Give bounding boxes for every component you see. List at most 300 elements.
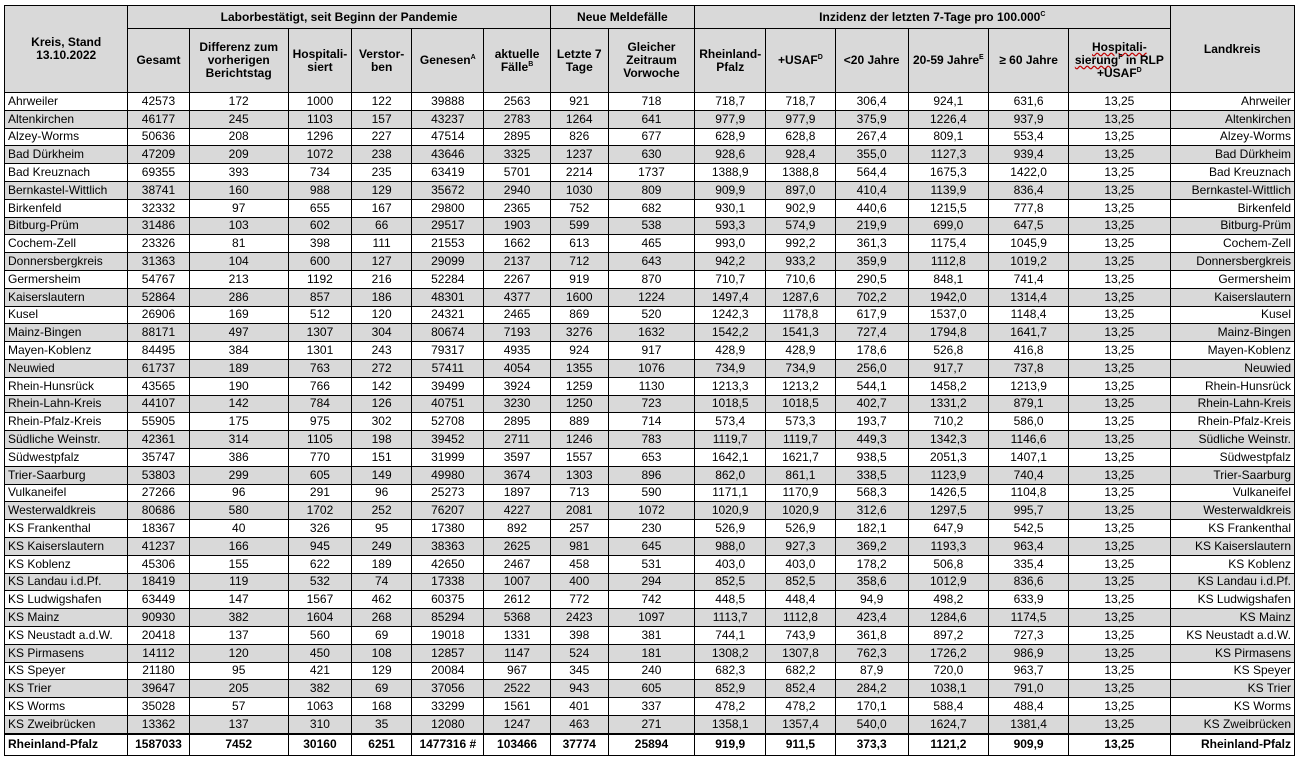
cell-differenz: 382 — [189, 609, 288, 627]
cell-hospitalisiert: 975 — [288, 413, 351, 431]
cell-landkreis: Rhein-Lahn-Kreis — [1170, 395, 1295, 413]
cell-gleicher: 1737 — [608, 164, 694, 182]
cell-letzte7: 1264 — [550, 110, 608, 128]
cell-hospitalisierung: 13,25 — [1069, 715, 1170, 733]
cell-rlp: 478,2 — [695, 698, 766, 716]
cell-kreis: Alzey-Worms — [5, 128, 128, 146]
cell-u20: 219,9 — [835, 217, 908, 235]
cell-letzte7: 257 — [550, 520, 608, 538]
cell-j2059: 1139,9 — [908, 181, 988, 199]
cell-letzte7: 398 — [550, 626, 608, 644]
table-row — [5, 146, 1295, 164]
cell-gesamt: 90930 — [128, 609, 189, 627]
cell-kreis: KS Ludwigshafen — [5, 591, 128, 609]
cell-j2059: 498,2 — [908, 591, 988, 609]
cell-kreis: KS Koblenz — [5, 555, 128, 573]
cell-gesamt: 42361 — [128, 431, 189, 449]
cell-aktuelle: 1903 — [484, 217, 550, 235]
cell-letzte7: 713 — [550, 484, 608, 502]
cell-kreis: KS Frankenthal — [5, 520, 128, 538]
cell-genesen: 20084 — [412, 662, 484, 680]
table-row — [5, 484, 1295, 502]
cell-landkreis: Bitburg-Prüm — [1170, 217, 1295, 235]
cell-usaf: 1213,2 — [766, 377, 835, 395]
cell-hospitalisierung: 13,25 — [1069, 342, 1170, 360]
header-kreis-stand: Kreis, Stand 13.10.2022 — [5, 6, 128, 93]
cell-kreis: KS Trier — [5, 680, 128, 698]
cell-genesen: 49980 — [412, 466, 484, 484]
cell-gesamt: 31363 — [128, 253, 189, 271]
cell-u20: 94,9 — [835, 591, 908, 609]
header-genesen: Genesen$^A$ — [412, 29, 484, 93]
cell-gleicher: 723 — [608, 395, 694, 413]
cell-letzte7: 772 — [550, 591, 608, 609]
cell-ue60: 1045,9 — [988, 235, 1068, 253]
cell-rlp: 1171,1 — [695, 484, 766, 502]
cell-differenz: 155 — [189, 555, 288, 573]
cell-genesen: 31999 — [412, 448, 484, 466]
cell-j2059: 710,2 — [908, 413, 988, 431]
cell-landkreis: Trier-Saarburg — [1170, 466, 1295, 484]
cell-hospitalisiert: 382 — [288, 680, 351, 698]
cell-genesen: 76207 — [412, 502, 484, 520]
cell-aktuelle: 2783 — [484, 110, 550, 128]
cell-rlp: 942,2 — [695, 253, 766, 271]
cell-verstorben: 74 — [352, 573, 412, 591]
cell-kreis: Rhein-Pfalz-Kreis — [5, 413, 128, 431]
cell-aktuelle: 2940 — [484, 181, 550, 199]
cell-j2059: 699,0 — [908, 217, 988, 235]
cell-hospitalisierung: 13,25 — [1069, 591, 1170, 609]
cell-aktuelle: 1147 — [484, 644, 550, 662]
cell-gesamt: 26906 — [128, 306, 189, 324]
table-row — [5, 377, 1295, 395]
cell-gleicher: 718 — [608, 93, 694, 111]
cell-hospitalisiert: 1604 — [288, 609, 351, 627]
cell-aktuelle: 1897 — [484, 484, 550, 502]
cell-u20: 178,6 — [835, 342, 908, 360]
cell-kreis: Germersheim — [5, 270, 128, 288]
cell-hospitalisierung: 13,25 — [1069, 466, 1170, 484]
cell-ue60: 939,4 — [988, 146, 1068, 164]
cell-usaf: 403,0 — [766, 555, 835, 573]
cell-verstorben: 186 — [352, 288, 412, 306]
cell-gleicher: 538 — [608, 217, 694, 235]
cell-u20: 440,6 — [835, 199, 908, 217]
cell-kreis: Rheinland-Pfalz — [5, 734, 128, 756]
cell-gesamt: 39647 — [128, 680, 189, 698]
cell-hospitalisierung: 13,25 — [1069, 253, 1170, 271]
cell-hospitalisierung: 13,25 — [1069, 217, 1170, 235]
cell-ue60: 1381,4 — [988, 715, 1068, 733]
cell-verstorben: 243 — [352, 342, 412, 360]
cell-kreis: Südliche Weinstr. — [5, 431, 128, 449]
cell-kreis: Mayen-Koblenz — [5, 342, 128, 360]
cell-u20: 544,1 — [835, 377, 908, 395]
table-row — [5, 199, 1295, 217]
cell-verstorben: 198 — [352, 431, 412, 449]
cell-aktuelle: 1247 — [484, 715, 550, 733]
cell-rlp: 988,0 — [695, 537, 766, 555]
cell-gleicher: 645 — [608, 537, 694, 555]
cell-u20: 359,9 — [835, 253, 908, 271]
cell-genesen: 38363 — [412, 537, 484, 555]
cell-letzte7: 869 — [550, 306, 608, 324]
cell-usaf: 628,8 — [766, 128, 835, 146]
cell-ue60: 335,4 — [988, 555, 1068, 573]
cell-usaf: 718,7 — [766, 93, 835, 111]
cell-letzte7: 2423 — [550, 609, 608, 627]
cell-landkreis: Mayen-Koblenz — [1170, 342, 1295, 360]
cell-verstorben: 129 — [352, 181, 412, 199]
cell-genesen: 52708 — [412, 413, 484, 431]
cell-genesen: 43237 — [412, 110, 484, 128]
cell-hospitalisierung: 13,25 — [1069, 288, 1170, 306]
cell-letzte7: 981 — [550, 537, 608, 555]
cell-differenz: 147 — [189, 591, 288, 609]
cell-verstorben: 6251 — [352, 734, 412, 756]
cell-kreis: Kusel — [5, 306, 128, 324]
cell-rlp: 1642,1 — [695, 448, 766, 466]
cell-gleicher: 643 — [608, 253, 694, 271]
cell-ue60: 986,9 — [988, 644, 1068, 662]
cell-aktuelle: 1662 — [484, 235, 550, 253]
cell-hospitalisiert: 291 — [288, 484, 351, 502]
cell-hospitalisiert: 770 — [288, 448, 351, 466]
cell-hospitalisierung: 13,25 — [1069, 555, 1170, 573]
cell-usaf: 574,9 — [766, 217, 835, 235]
cell-genesen: 52284 — [412, 270, 484, 288]
cell-verstorben: 122 — [352, 93, 412, 111]
cell-verstorben: 151 — [352, 448, 412, 466]
cell-ue60: 1019,2 — [988, 253, 1068, 271]
cell-differenz: 384 — [189, 342, 288, 360]
cell-aktuelle: 2467 — [484, 555, 550, 573]
table-row — [5, 181, 1295, 199]
cell-hospitalisiert: 450 — [288, 644, 351, 662]
table-row — [5, 537, 1295, 555]
cell-differenz: 137 — [189, 715, 288, 733]
cell-hospitalisierung: 13,25 — [1069, 146, 1170, 164]
cell-usaf: 1357,4 — [766, 715, 835, 733]
cell-genesen: 40751 — [412, 395, 484, 413]
cell-letzte7: 1259 — [550, 377, 608, 395]
cell-aktuelle: 2563 — [484, 93, 550, 111]
cell-ue60: 995,7 — [988, 502, 1068, 520]
cell-verstorben: 157 — [352, 110, 412, 128]
cell-u20: 361,3 — [835, 235, 908, 253]
table-row — [5, 395, 1295, 413]
cell-j2059: 1012,9 — [908, 573, 988, 591]
cell-aktuelle: 1331 — [484, 626, 550, 644]
cell-hospitalisiert: 421 — [288, 662, 351, 680]
cell-rlp: 1358,1 — [695, 715, 766, 733]
cell-u20: 373,3 — [835, 734, 908, 756]
cell-j2059: 1426,5 — [908, 484, 988, 502]
cell-letzte7: 889 — [550, 413, 608, 431]
cell-letzte7: 919 — [550, 270, 608, 288]
cell-verstorben: 227 — [352, 128, 412, 146]
cell-gesamt: 47209 — [128, 146, 189, 164]
header-gesamt: Gesamt — [128, 29, 189, 93]
cell-verstorben: 35 — [352, 715, 412, 733]
cell-hospitalisierung: 13,25 — [1069, 520, 1170, 538]
cell-j2059: 1038,1 — [908, 680, 988, 698]
cell-hospitalisierung: 13,25 — [1069, 377, 1170, 395]
cell-u20: 564,4 — [835, 164, 908, 182]
cell-ue60: 937,9 — [988, 110, 1068, 128]
cell-ue60: 879,1 — [988, 395, 1068, 413]
cell-aktuelle: 2711 — [484, 431, 550, 449]
header-aktuelle: aktuelle Fälle$^B$ — [484, 29, 550, 93]
cell-kreis: Ahrweiler — [5, 93, 128, 111]
cell-verstorben: 235 — [352, 164, 412, 182]
cell-hospitalisiert: 622 — [288, 555, 351, 573]
cell-hospitalisierung: 13,25 — [1069, 324, 1170, 342]
cell-differenz: 497 — [189, 324, 288, 342]
cell-rlp: 1242,3 — [695, 306, 766, 324]
cell-usaf: 526,9 — [766, 520, 835, 538]
cell-ue60: 542,5 — [988, 520, 1068, 538]
cell-genesen: 24321 — [412, 306, 484, 324]
cell-hospitalisiert: 766 — [288, 377, 351, 395]
header-group-neue: Neue Meldefälle — [550, 6, 694, 29]
cell-kreis: Altenkirchen — [5, 110, 128, 128]
table-row — [5, 609, 1295, 627]
header-gleicher: Gleicher Zeitraum Vorwoche — [608, 29, 694, 93]
cell-rlp: 928,6 — [695, 146, 766, 164]
cell-differenz: 314 — [189, 431, 288, 449]
cell-gleicher: 240 — [608, 662, 694, 680]
table-header — [5, 6, 1295, 93]
cell-usaf: 448,4 — [766, 591, 835, 609]
cell-ue60: 909,9 — [988, 734, 1068, 756]
cell-usaf: 911,5 — [766, 734, 835, 756]
cell-j2059: 848,1 — [908, 270, 988, 288]
cell-hospitalisierung: 13,25 — [1069, 484, 1170, 502]
cell-hospitalisiert: 30160 — [288, 734, 351, 756]
cell-landkreis: Birkenfeld — [1170, 199, 1295, 217]
cell-usaf: 1388,8 — [766, 164, 835, 182]
cell-usaf: 861,1 — [766, 466, 835, 484]
cell-ue60: 963,7 — [988, 662, 1068, 680]
cell-hospitalisiert: 602 — [288, 217, 351, 235]
cell-genesen: 35672 — [412, 181, 484, 199]
cell-ue60: 836,6 — [988, 573, 1068, 591]
cell-kreis: KS Mainz — [5, 609, 128, 627]
cell-rlp: 909,9 — [695, 181, 766, 199]
header-landkreis: Landkreis — [1170, 6, 1295, 93]
cell-u20: 410,4 — [835, 181, 908, 199]
cell-j2059: 506,8 — [908, 555, 988, 573]
cell-gesamt: 80686 — [128, 502, 189, 520]
cell-j2059: 924,1 — [908, 93, 988, 111]
cell-genesen: 57411 — [412, 359, 484, 377]
cell-landkreis: KS Mainz — [1170, 609, 1295, 627]
cell-usaf: 682,2 — [766, 662, 835, 680]
cell-usaf: 743,9 — [766, 626, 835, 644]
table-row — [5, 253, 1295, 271]
cell-differenz: 103 — [189, 217, 288, 235]
cell-gleicher: 25894 — [608, 734, 694, 756]
cell-verstorben: 126 — [352, 395, 412, 413]
cell-verstorben: 69 — [352, 626, 412, 644]
cell-usaf: 1287,6 — [766, 288, 835, 306]
table-row — [5, 93, 1295, 111]
cell-gleicher: 230 — [608, 520, 694, 538]
cell-u20: 87,9 — [835, 662, 908, 680]
cell-kreis: Rhein-Hunsrück — [5, 377, 128, 395]
cell-verstorben: 127 — [352, 253, 412, 271]
cell-landkreis: Germersheim — [1170, 270, 1295, 288]
cell-u20: 358,6 — [835, 573, 908, 591]
cell-landkreis: Alzey-Worms — [1170, 128, 1295, 146]
cell-landkreis: Ahrweiler — [1170, 93, 1295, 111]
cell-hospitalisiert: 1000 — [288, 93, 351, 111]
cell-kreis: Trier-Saarburg — [5, 466, 128, 484]
table-row — [5, 110, 1295, 128]
table-row — [5, 448, 1295, 466]
cell-aktuelle: 2267 — [484, 270, 550, 288]
cell-differenz: 97 — [189, 199, 288, 217]
cell-landkreis: KS Speyer — [1170, 662, 1295, 680]
cell-genesen: 29800 — [412, 199, 484, 217]
cell-gesamt: 63449 — [128, 591, 189, 609]
cell-hospitalisierung: 13,25 — [1069, 680, 1170, 698]
cell-j2059: 1794,8 — [908, 324, 988, 342]
cell-hospitalisiert: 1105 — [288, 431, 351, 449]
cell-differenz: 213 — [189, 270, 288, 288]
cell-hospitalisiert: 1301 — [288, 342, 351, 360]
cell-gesamt: 31486 — [128, 217, 189, 235]
cell-hospitalisierung: 13,25 — [1069, 698, 1170, 716]
cell-landkreis: KS Zweibrücken — [1170, 715, 1295, 733]
cell-aktuelle: 2137 — [484, 253, 550, 271]
cell-hospitalisierung: 13,25 — [1069, 235, 1170, 253]
cell-gesamt: 38741 — [128, 181, 189, 199]
cell-hospitalisiert: 763 — [288, 359, 351, 377]
cell-aktuelle: 103466 — [484, 734, 550, 756]
cell-aktuelle: 4935 — [484, 342, 550, 360]
cell-genesen: 85294 — [412, 609, 484, 627]
cell-gesamt: 27266 — [128, 484, 189, 502]
cell-hospitalisierung: 13,25 — [1069, 448, 1170, 466]
table-row — [5, 128, 1295, 146]
cell-gleicher: 917 — [608, 342, 694, 360]
cell-genesen: 47514 — [412, 128, 484, 146]
cell-verstorben: 96 — [352, 484, 412, 502]
cell-hospitalisierung: 13,25 — [1069, 93, 1170, 111]
cell-verstorben: 120 — [352, 306, 412, 324]
cell-landkreis: Cochem-Zell — [1170, 235, 1295, 253]
cell-j2059: 720,0 — [908, 662, 988, 680]
cell-aktuelle: 2625 — [484, 537, 550, 555]
header-hospitalisierung: Hospitali- sierung$^F$ in RLP $+USAF^D$ — [1069, 29, 1170, 93]
cell-gleicher: 1632 — [608, 324, 694, 342]
header-ue60: ≥ 60 Jahre — [988, 29, 1068, 93]
cell-j2059: 1342,3 — [908, 431, 988, 449]
cell-verstorben: 268 — [352, 609, 412, 627]
cell-gesamt: 18419 — [128, 573, 189, 591]
cell-aktuelle: 967 — [484, 662, 550, 680]
cell-ue60: 416,8 — [988, 342, 1068, 360]
cell-letzte7: 1030 — [550, 181, 608, 199]
cell-rlp: 428,9 — [695, 342, 766, 360]
cell-hospitalisierung: 13,25 — [1069, 734, 1170, 756]
cell-kreis: Kaiserslautern — [5, 288, 128, 306]
cell-differenz: 286 — [189, 288, 288, 306]
cell-ue60: 1641,7 — [988, 324, 1068, 342]
cell-u20: 182,1 — [835, 520, 908, 538]
cell-genesen: 12857 — [412, 644, 484, 662]
cell-j2059: 1175,4 — [908, 235, 988, 253]
cell-letzte7: 524 — [550, 644, 608, 662]
cell-letzte7: 943 — [550, 680, 608, 698]
cell-kreis: Neuwied — [5, 359, 128, 377]
cell-letzte7: 37774 — [550, 734, 608, 756]
table-row — [5, 662, 1295, 680]
cell-rlp: 852,5 — [695, 573, 766, 591]
cell-gleicher: 465 — [608, 235, 694, 253]
cell-landkreis: KS Kaiserslautern — [1170, 537, 1295, 555]
cell-differenz: 393 — [189, 164, 288, 182]
cell-letzte7: 1600 — [550, 288, 608, 306]
cell-genesen: 1477316 # — [412, 734, 484, 756]
cell-rlp: 930,1 — [695, 199, 766, 217]
cell-ue60: 553,4 — [988, 128, 1068, 146]
cell-usaf: 1621,7 — [766, 448, 835, 466]
cell-rlp: 1119,7 — [695, 431, 766, 449]
cell-landkreis: Altenkirchen — [1170, 110, 1295, 128]
cell-u20: 306,4 — [835, 93, 908, 111]
cell-rlp: 1113,7 — [695, 609, 766, 627]
cell-rlp: 718,7 — [695, 93, 766, 111]
cell-letzte7: 1250 — [550, 395, 608, 413]
cell-verstorben: 302 — [352, 413, 412, 431]
cell-verstorben: 238 — [352, 146, 412, 164]
cell-usaf: 1178,8 — [766, 306, 835, 324]
cell-verstorben: 66 — [352, 217, 412, 235]
cell-genesen: 37056 — [412, 680, 484, 698]
cell-differenz: 96 — [189, 484, 288, 502]
cell-rlp: 919,9 — [695, 734, 766, 756]
cell-usaf: 1541,3 — [766, 324, 835, 342]
cell-usaf: 933,2 — [766, 253, 835, 271]
cell-differenz: 142 — [189, 395, 288, 413]
cell-genesen: 12080 — [412, 715, 484, 733]
cell-genesen: 39452 — [412, 431, 484, 449]
cell-j2059: 1127,3 — [908, 146, 988, 164]
cell-hospitalisierung: 13,25 — [1069, 199, 1170, 217]
cell-letzte7: 458 — [550, 555, 608, 573]
cell-verstorben: 189 — [352, 555, 412, 573]
cell-ue60: 633,9 — [988, 591, 1068, 609]
cell-differenz: 208 — [189, 128, 288, 146]
cell-gleicher: 783 — [608, 431, 694, 449]
cell-j2059: 1675,3 — [908, 164, 988, 182]
cell-kreis: KS Worms — [5, 698, 128, 716]
table-row — [5, 413, 1295, 431]
cell-u20: 702,2 — [835, 288, 908, 306]
cell-letzte7: 613 — [550, 235, 608, 253]
cell-u20: 568,3 — [835, 484, 908, 502]
cell-kreis: Donnersbergkreis — [5, 253, 128, 271]
table-row — [5, 573, 1295, 591]
cell-u20: 727,4 — [835, 324, 908, 342]
table-row — [5, 644, 1295, 662]
table-row — [5, 431, 1295, 449]
cell-letzte7: 400 — [550, 573, 608, 591]
